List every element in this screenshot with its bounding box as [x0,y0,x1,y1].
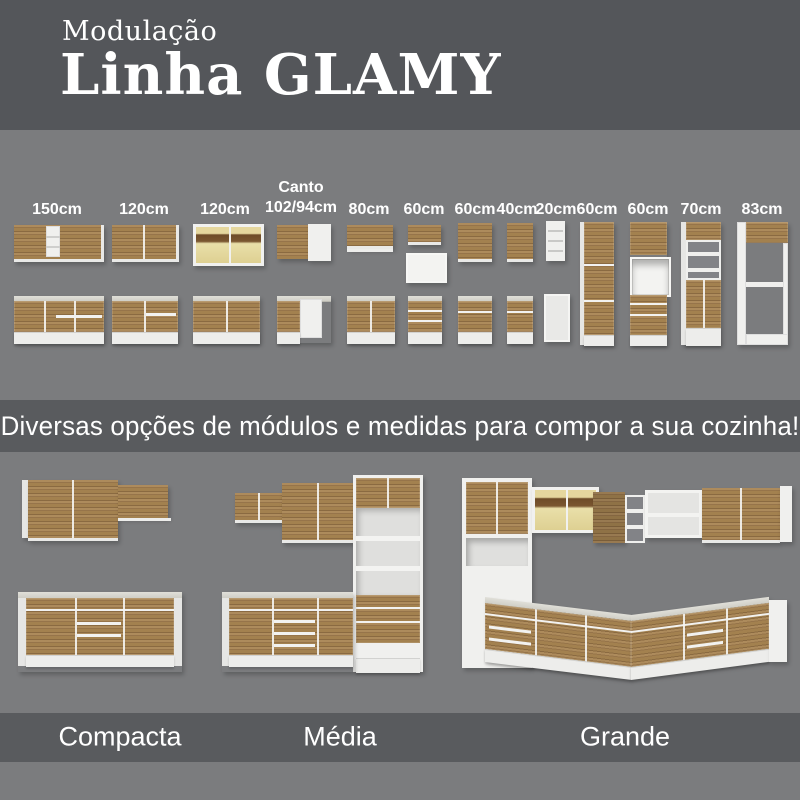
banner-text: Diversas opções de módulos e medidas para compor a sua cozinha! [0,410,800,441]
kitchen-grande-render [440,452,800,713]
shelf-board [686,268,721,272]
door-divider [258,493,260,520]
shelf-line [548,230,563,232]
kitchen-size-label: Grande [579,720,671,751]
drawer-line [26,609,174,611]
door-divider [703,280,705,328]
plinth [686,328,721,346]
frame-bottom-rail [746,334,788,345]
door-divider [317,598,319,655]
corner-white-door [300,299,322,338]
plinth [356,658,420,673]
wall-cabinet-40cm [507,223,533,262]
tall-open-frame-83cm [737,222,788,345]
module-size-label: 60cm [403,201,445,218]
base-cabinet-60cm [458,296,492,343]
handle-line [274,620,315,623]
plinth [458,332,492,344]
plinth [14,332,104,344]
cabinet-side [222,598,229,666]
handle-line [687,629,723,637]
shelf-board [356,566,420,571]
door-divider [535,609,537,655]
drawer-line [630,314,667,316]
drawer-line [356,621,420,623]
drawer-line [229,609,353,611]
module-size-label: 83cm [741,201,783,218]
frame-stile [783,243,788,345]
door-divider [44,301,46,332]
handle-line [489,637,531,645]
corner-wall-cabinet-door [277,225,308,259]
drawer-line [356,607,420,609]
kitchen-media-render [200,452,440,713]
cabinet-side [18,598,26,666]
door-divider [584,264,614,266]
module-size-label: 60cm [627,201,669,218]
handle-line [687,641,723,649]
corner-wall-door [593,492,625,543]
base-front [26,598,174,655]
pantry-doors [584,222,614,335]
shelf-board [648,513,699,517]
base-front [112,301,178,332]
wall-shelf [118,518,171,521]
shelf-line [46,236,60,238]
open-shelf-area [686,240,721,280]
door-divider [144,301,146,332]
corner-wall-cabinet-panel [308,224,331,261]
header [0,0,800,130]
base-front [408,301,442,332]
wall-cabinets-right [702,488,780,543]
shelf-line [548,240,563,242]
tall-tower [353,475,423,672]
cabinet-side [174,598,182,666]
footer-strip [0,762,800,800]
module-size-label: 20cm [535,201,577,218]
plinth [630,335,667,346]
plinth [193,332,260,344]
module-size-label: Canto 102/94cm [264,179,338,216]
tower-top-doors [356,478,420,508]
kitchen-size-label: Média [303,720,377,751]
base-end-panel [769,600,787,662]
shelf-line [46,246,60,248]
page-title: Linha GLAMY [60,42,502,108]
tower-drawers [356,595,420,643]
base-run [222,592,353,672]
module-size-label: 120cm [200,201,250,218]
drawer-line [408,310,442,312]
shelf-board [746,282,783,287]
open-shelf-niche [46,226,60,257]
base-cabinet-40cm [507,296,533,343]
wall-cabinet-60cm [408,225,441,245]
base-front [507,301,533,332]
plinth [112,332,178,344]
open-wall-section [645,490,702,538]
wall-cabinet-120cm [112,225,179,262]
handle-line [146,313,176,316]
base-front [347,301,395,332]
handle-line [77,634,121,637]
glass-door-divider [229,227,231,263]
plinth [229,655,353,667]
door-divider [72,480,74,538]
kitchen-compacta-render [0,452,200,713]
tall-open-tower-70cm [681,222,721,345]
tall-oven-tower-60cm [630,222,667,345]
base-run [18,592,182,672]
wall-cabinet-glass-120cm [193,224,264,266]
base-drawer-unit-60cm [408,296,442,343]
frame-stile [737,222,746,345]
shelf-line [548,250,563,252]
wall-cabinet [282,483,353,543]
plinth [277,332,300,344]
base-front [193,301,260,332]
microwave-niche-60cm [406,253,447,283]
open-shelf-area [356,508,420,595]
base-front [14,301,104,332]
tower-drawers [630,295,667,335]
module-size-label: 40cm [496,201,538,218]
base-cabinet-150cm [14,296,104,343]
wall-end-panel [780,486,792,542]
wall-shelf [347,249,393,252]
corner-open-shelves [625,495,645,543]
handle-line [489,625,531,633]
module-size-label: 70cm [680,201,722,218]
door-divider [75,598,77,655]
door-divider [740,488,742,540]
header-kicker: Modulação [62,16,218,47]
door-divider [585,615,587,661]
oven-niche [630,257,671,297]
banner [0,400,800,452]
plinth [584,335,614,346]
door-divider [726,608,728,654]
base-front [458,301,492,332]
base-front [229,598,353,655]
kitchens-panel [0,452,800,713]
modules-panel [0,130,800,400]
handle-line [77,622,121,625]
module-size-label: 120cm [119,201,169,218]
handle-line [274,632,315,635]
wall-cabinet-low [118,485,168,518]
wall-cabinet-150cm [14,225,104,262]
base-cabinet-80cm [347,296,395,343]
tower-top-door [630,222,667,255]
drawer-line [630,303,667,305]
base-run-right-arm [631,597,769,679]
handle-line [274,644,315,647]
open-niche [466,538,528,566]
glass-door-divider [566,490,568,530]
door-divider [123,598,125,655]
door-divider [370,301,372,332]
module-size-label: 60cm [454,201,496,218]
base-cabinet-120cm [112,296,178,343]
wall-cabinet-60cm [458,223,492,262]
drawer-line [507,311,533,313]
plinth [26,655,174,667]
base-open-unit-20cm [544,294,570,342]
open-shelf-tower-20cm [546,221,565,261]
module-size-label: 60cm [576,201,618,218]
wall-cabinet [235,493,282,523]
door-divider [496,482,498,534]
tall-pantry-60cm [580,222,614,345]
kitchen-size-band [0,713,800,762]
plinth [347,332,395,344]
module-size-label: 80cm [348,201,390,218]
frame-top-panel [746,222,788,243]
plinth [507,332,533,344]
shelf-board [625,509,645,513]
tower-top-doors [466,482,528,534]
wall-cabinet-80cm [347,225,393,249]
glass-wall-cabinet [532,487,599,533]
door-divider [387,478,389,508]
wall-cabinets [28,480,118,541]
base-corner-cabinet [277,296,331,343]
handle-line [56,315,102,318]
drawer-line [408,320,442,322]
kitchen-size-label: Compacta [58,720,182,751]
shelf-board [356,536,420,541]
base-cabinet-120cm [193,296,260,343]
door-divider [584,300,614,302]
tower-lower-doors [686,280,721,328]
tower-top-door [686,222,721,240]
shelf-board [686,252,721,256]
drawer-line [458,311,492,313]
door-divider [226,301,228,332]
corner-door [277,301,300,332]
plinth [408,332,442,344]
door-divider [683,614,685,660]
door-divider [143,225,145,259]
door-divider [317,483,319,540]
shelf-board [625,525,645,529]
module-size-label: 150cm [32,201,82,218]
